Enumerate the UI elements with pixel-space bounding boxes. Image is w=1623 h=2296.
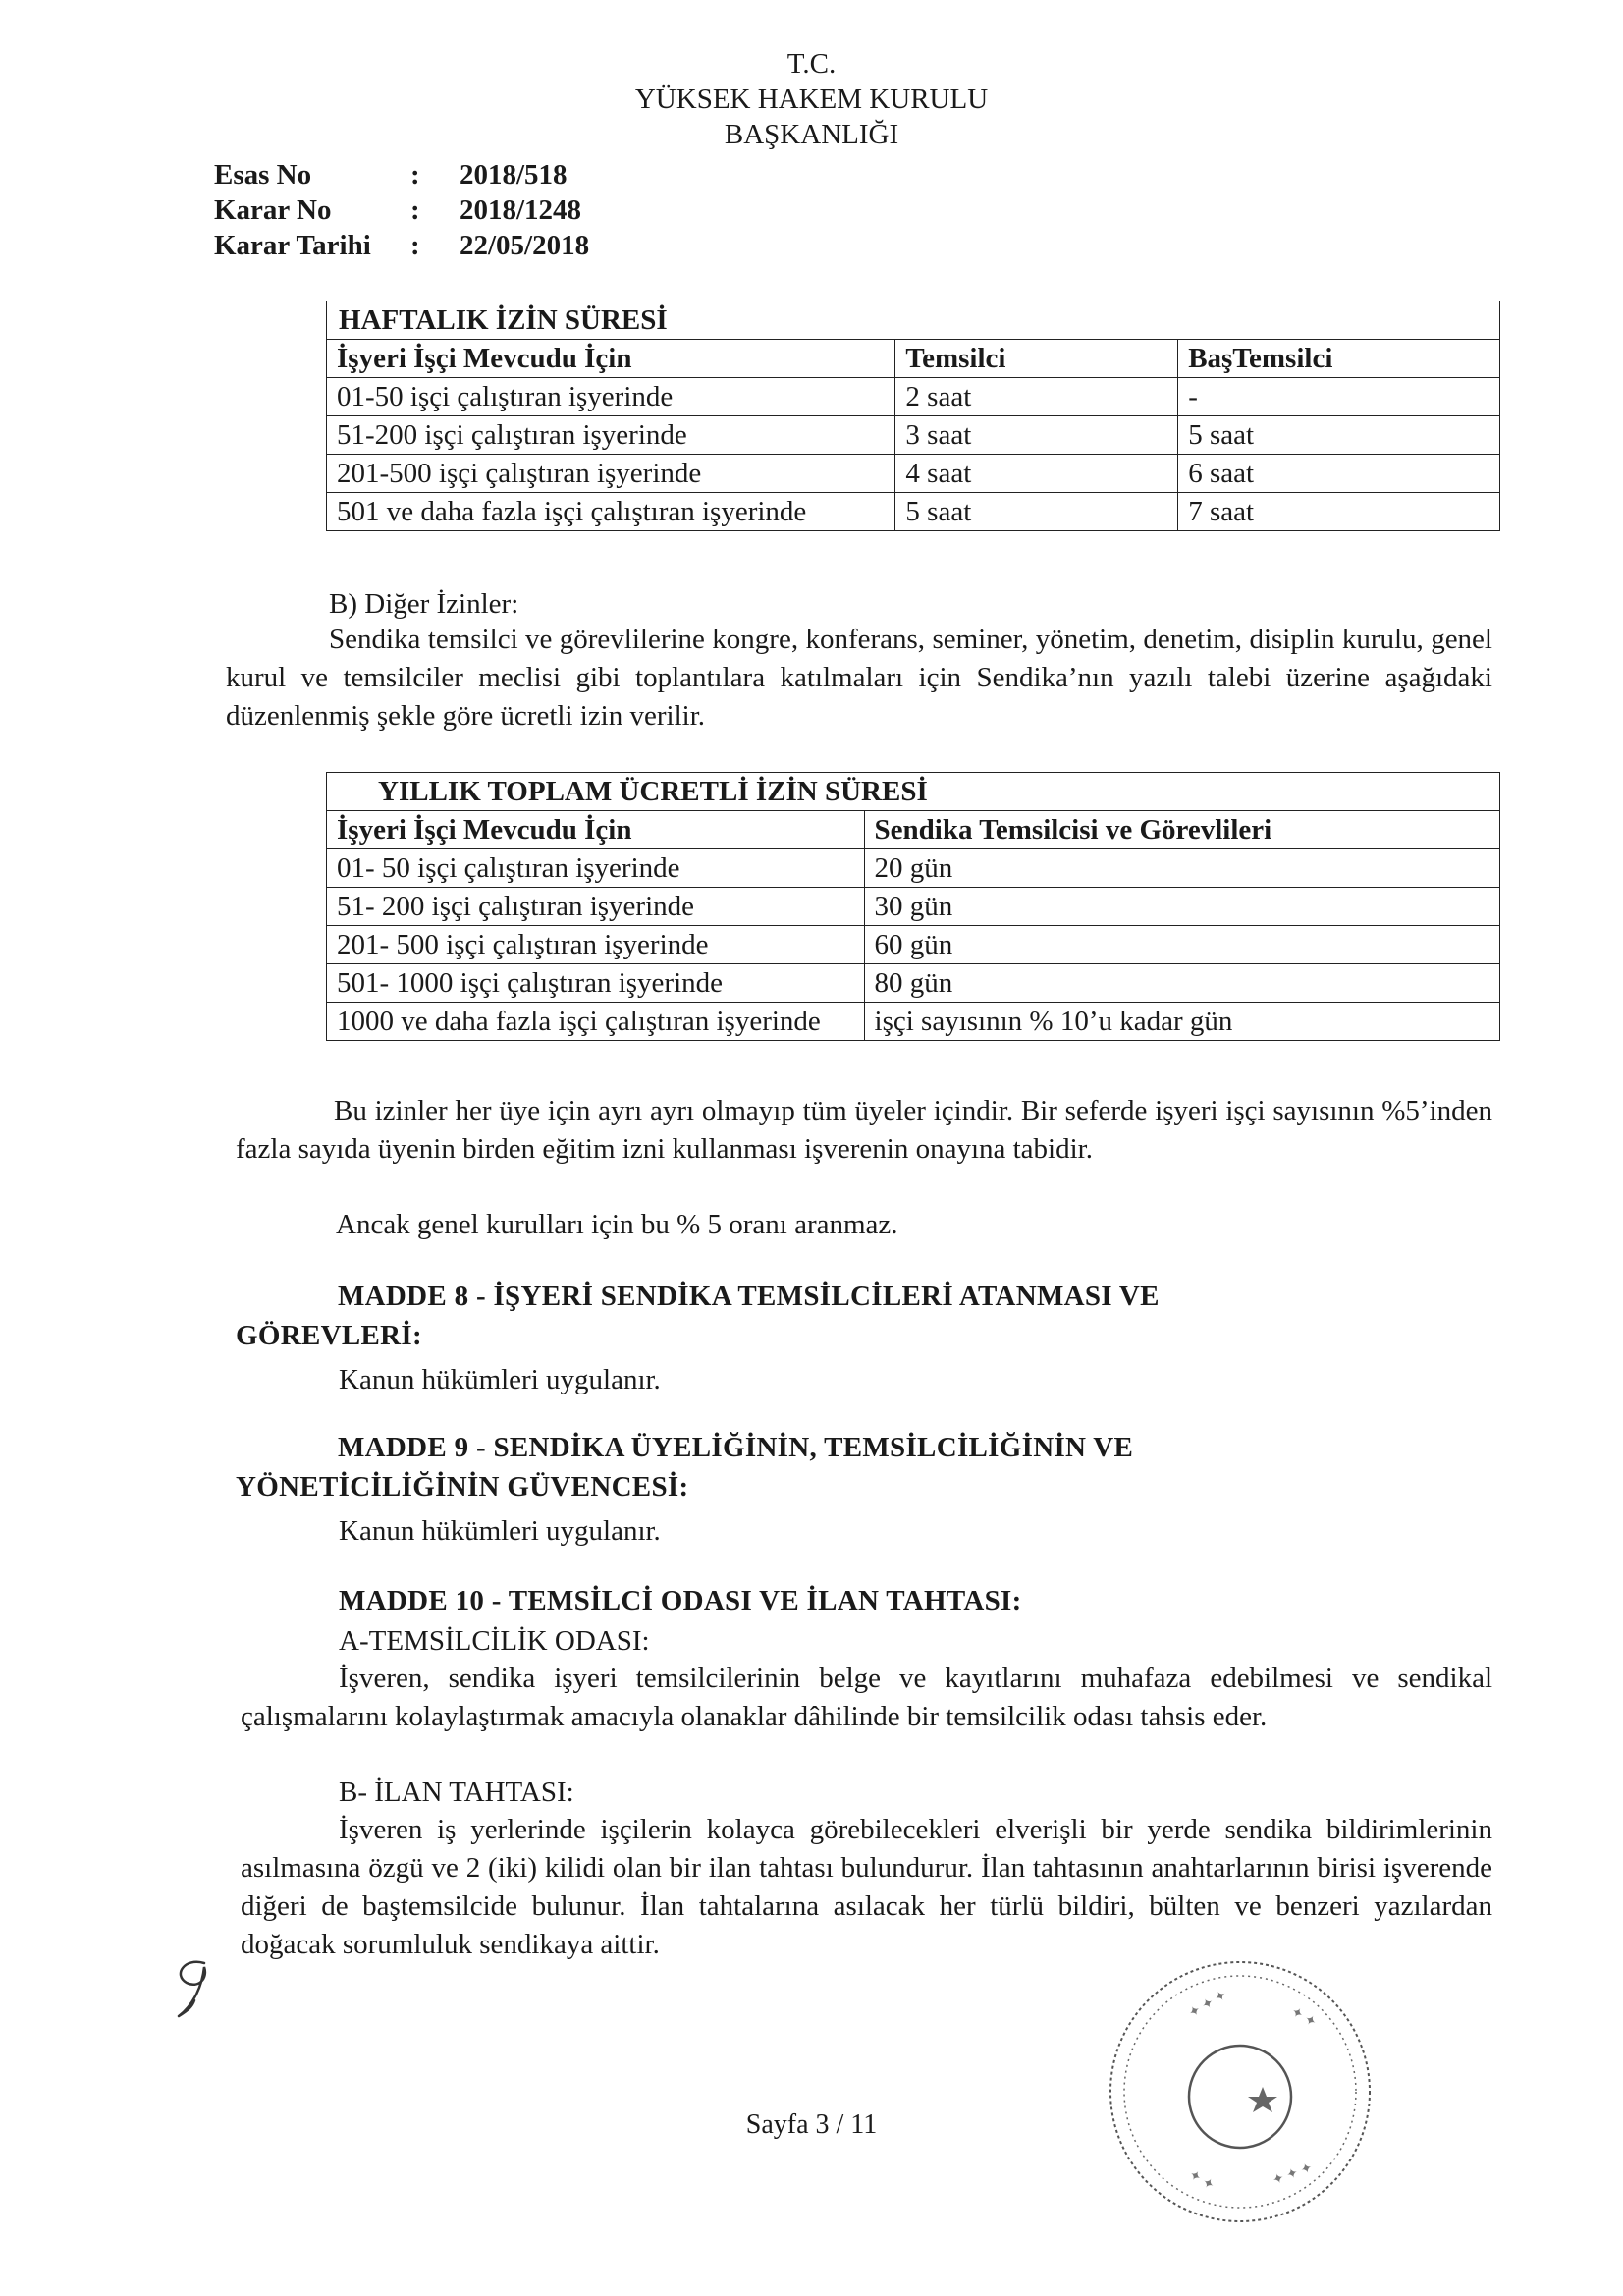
ilan-tahtasi-text: İşveren iş yerlerinde işçilerin kolayca görebilecekleri elverişli bir yerde sendika bildirimlerinin asılmasına özgü ve 2 (iki) kilidi olan bir ilan tahtası bulundurur. İlan tahtasının anahtarlarının birisi işverende diğeri de baştemsilcide bulunur. İlan tahtalarına asılacak her türlü bildiri, bülten ve benzeri yazılardan doğacak sorumluluk sendikaya aittir.: [241, 1814, 1492, 1960]
table-row: [327, 1003, 1500, 1041]
table-title-row: [327, 301, 1500, 340]
table-cell: 01-50 işçi çalıştıran işyerinde: [327, 378, 895, 416]
table-header: BaşTemsilci: [1178, 340, 1500, 378]
table-cell: 2 saat: [895, 378, 1178, 416]
table-row: [327, 378, 1500, 416]
svg-text:✦ ✦ ✦: ✦ ✦ ✦: [1271, 2160, 1316, 2189]
madde-9-title: MADDE 9 - SENDİKA ÜYELİĞİNİN, TEMSİLCİLİĞİNİN VE YÖNETİCİLİĞİNİN GÜVENCESİ:: [236, 1432, 1134, 1503]
meta-colon: :: [410, 194, 420, 226]
table-row: [327, 926, 1500, 964]
table-cell: 6 saat: [1178, 455, 1500, 493]
table-header: Temsilci: [895, 340, 1178, 378]
ilan-tahtasi-title: B- İLAN TAHTASI:: [339, 1777, 574, 1808]
table-cell: 51-200 işçi çalıştıran işyerinde: [327, 416, 895, 455]
meta-label: Karar Tarihi: [214, 230, 371, 261]
meta-row-esas: [214, 157, 589, 192]
table-cell: 201-500 işçi çalıştıran işyerinde: [327, 455, 895, 493]
header-office: BAŞKANLIĞI: [724, 119, 899, 150]
table-header: İşyeri İşçi Mevcudu İçin: [327, 340, 895, 378]
table-cell: 80 gün: [864, 964, 1499, 1003]
madde-8-title: MADDE 8 - İŞYERİ SENDİKA TEMSİLCİLERİ ATANMASI VE GÖREVLERİ:: [236, 1281, 1160, 1351]
table-cell: 30 gün: [864, 888, 1499, 926]
meta-label: Karar No: [214, 194, 332, 226]
meta-row-karar: [214, 192, 589, 228]
svg-text:✦ ✦ ✦: ✦ ✦ ✦: [1186, 1988, 1230, 2022]
table-header: Sendika Temsilcisi ve Görevlileri: [864, 811, 1499, 849]
weekly-leave-table: [326, 301, 1500, 531]
table-title: HAFTALIK İZİN SÜRESİ: [327, 301, 1500, 340]
svg-text:✦ ✦: ✦ ✦: [1288, 2004, 1319, 2031]
table-cell: 201- 500 işçi çalıştıran işyerinde: [327, 926, 865, 964]
temsilcilik-odasi-title: A-TEMSİLCİLİK ODASI:: [339, 1625, 650, 1657]
official-seal-icon: [1098, 1949, 1382, 2234]
table-cell: -: [1178, 378, 1500, 416]
table-cell: 501- 1000 işçi çalıştıran işyerinde: [327, 964, 865, 1003]
page-number: Sayfa 3 / 11: [745, 2109, 878, 2140]
table-cell: 5 saat: [1178, 416, 1500, 455]
meta-label: Esas No: [214, 159, 312, 191]
meta-colon: :: [410, 159, 420, 191]
table-cell: 5 saat: [895, 493, 1178, 531]
section-b-text: Sendika temsilci ve görevlilerine kongre, konferans, seminer, yönetim, denetim, disiplin kurulu, genel kurul ve temsilciler meclisi gibi toplantılara katılmaları için Sendika’nın yazılı talebi üzerine aşağıdaki düzenlenmiş şekle göre ücretli izin verilir.: [226, 624, 1492, 732]
table-title: YILLIK TOPLAM ÜCRETLİ İZİN SÜRESİ: [327, 773, 1500, 811]
header-institution: YÜKSEK HAKEM KURULU: [634, 83, 989, 115]
temsilcilik-odasi-text: İşveren, sendika işyeri temsilcilerinin belge ve kayıtlarını muhafaza edebilmesi ve sendikal çalışmalarını kolaylaştırmak amacıyla olanaklar dâhilinde bir temsilcilik odası tahsis eder.: [241, 1663, 1492, 1732]
madde-10-title: MADDE 10 - TEMSİLCİ ODASI VE İLAN TAHTASI:: [339, 1585, 1022, 1616]
meta-value: 22/05/2018: [460, 230, 590, 261]
svg-text:✦ ✦: ✦ ✦: [1186, 2167, 1217, 2194]
table-row: [327, 493, 1500, 531]
handwritten-mark-icon: [165, 1949, 234, 2028]
table-row: [327, 964, 1500, 1003]
section-b-title: B) Diğer İzinler:: [329, 588, 519, 620]
table-header: İşyeri İşçi Mevcudu İçin: [327, 811, 865, 849]
table-cell: 501 ve daha fazla işçi çalıştıran işyerinde: [327, 493, 895, 531]
table-cell: 20 gün: [864, 849, 1499, 888]
table-header-row: [327, 811, 1500, 849]
table-row: [327, 455, 1500, 493]
table-row: [327, 416, 1500, 455]
table-row: [327, 849, 1500, 888]
table-cell: 3 saat: [895, 416, 1178, 455]
annual-leave-table: [326, 772, 1500, 1041]
table-cell: 7 saat: [1178, 493, 1500, 531]
general-assembly-note: Ancak genel kurulları için bu % 5 oranı aranmaz.: [336, 1209, 898, 1240]
table-cell: 60 gün: [864, 926, 1499, 964]
case-meta: [214, 157, 589, 263]
table-title-row: [327, 773, 1500, 811]
table-cell: işçi sayısının % 10’u kadar gün: [864, 1003, 1499, 1041]
madde-9-text: Kanun hükümleri uygulanır.: [339, 1515, 661, 1547]
meta-colon: :: [410, 230, 420, 261]
table-cell: 4 saat: [895, 455, 1178, 493]
table-cell: 01- 50 işçi çalıştıran işyerinde: [327, 849, 865, 888]
meta-value: 2018/518: [460, 159, 568, 191]
table-row: [327, 888, 1500, 926]
table-cell: 51- 200 işçi çalıştıran işyerinde: [327, 888, 865, 926]
meta-row-tarih: [214, 228, 589, 263]
leave-notes-paragraph: Bu izinler her üye için ayrı ayrı olmayıp tüm üyeler içindir. Bir seferde işyeri işçi sayısının %5’inden fazla sayıda üyenin birden eğitim izni kullanması işverenin onayına tabidir.: [236, 1095, 1492, 1165]
madde-8-text: Kanun hükümleri uygulanır.: [339, 1364, 661, 1395]
header-tc: T.C.: [786, 48, 837, 80]
table-cell: 1000 ve daha fazla işçi çalıştıran işyerinde: [327, 1003, 865, 1041]
table-header-row: [327, 340, 1500, 378]
meta-value: 2018/1248: [460, 194, 582, 226]
